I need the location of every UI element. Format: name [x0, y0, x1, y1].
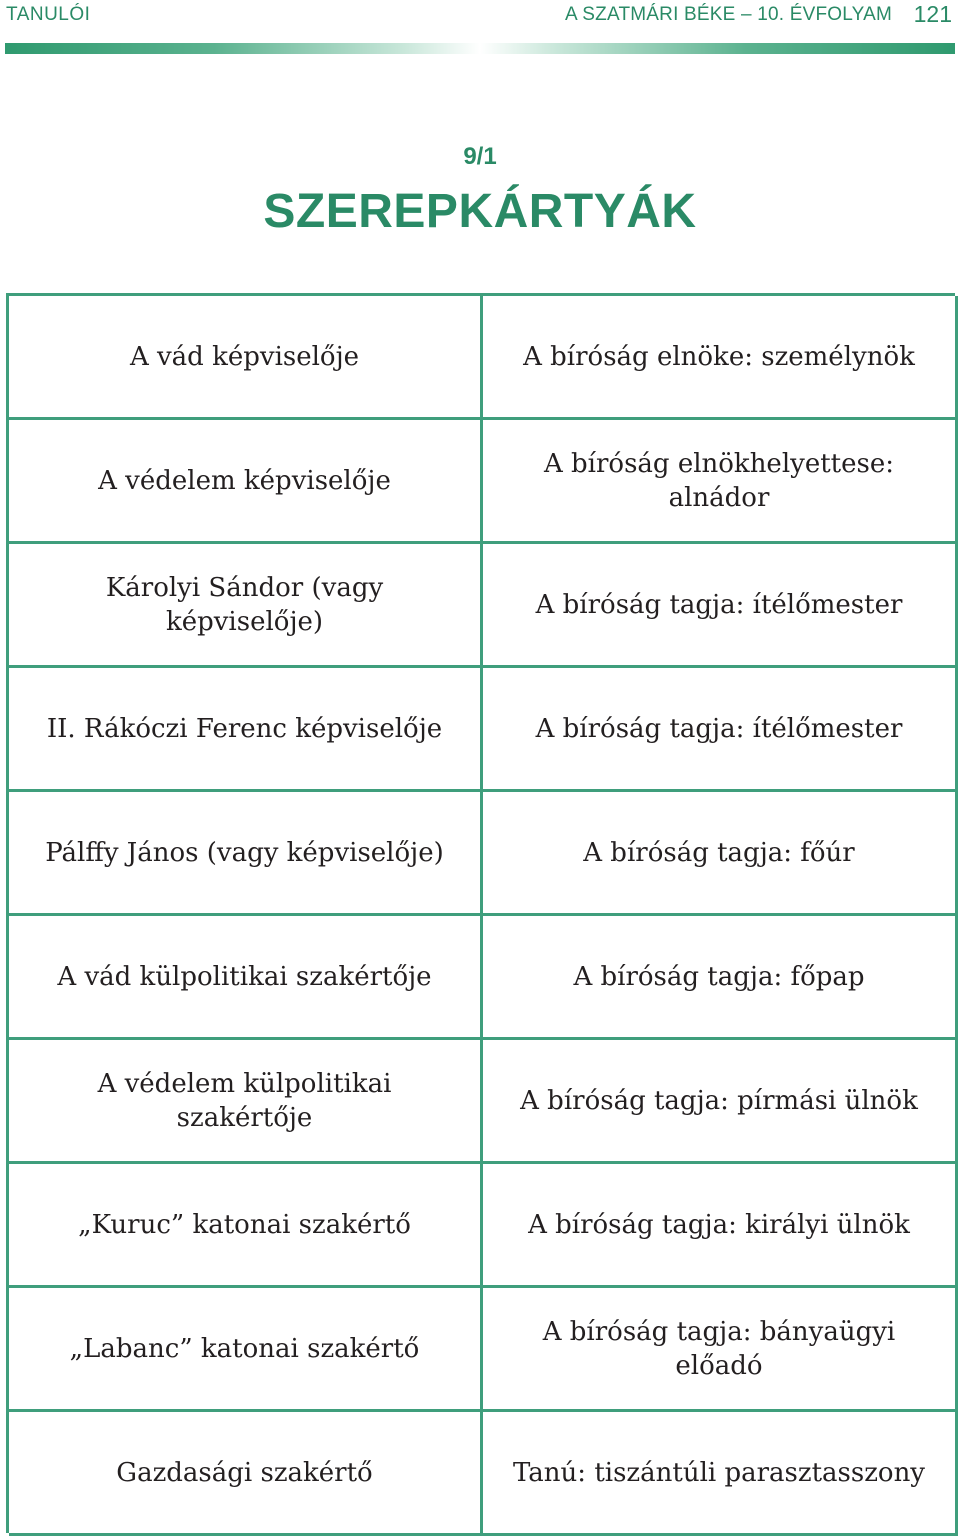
role-card [9, 1040, 483, 1164]
header-divider [5, 43, 955, 54]
role-card [9, 1164, 483, 1288]
role-card-text: Károlyi Sándor (vagy képviselője) [105, 572, 384, 637]
role-card [483, 792, 958, 916]
role-card [9, 1288, 483, 1412]
role-card-text: A bíróság tagja: ítélőmester [535, 589, 903, 620]
role-card [9, 916, 483, 1040]
header-chapter-title: A SZATMÁRI BÉKE – 10. ÉVFOLYAM [565, 4, 892, 25]
role-card [483, 296, 958, 420]
role-card-text: A védelem képviselője [98, 465, 391, 496]
page-title: SZEREPKÁRTYÁK [263, 185, 697, 238]
role-card [483, 1288, 958, 1412]
role-card-text: Pálffy János (vagy képviselője) [45, 837, 444, 868]
role-card-text: „Labanc” katonai szakértő [69, 1333, 420, 1364]
role-card-text: A bíróság elnöke: személynök [523, 341, 915, 372]
role-card-text: A bíróság elnökhelyettese: alnádor [544, 448, 894, 513]
role-card [9, 296, 483, 420]
role-card [9, 668, 483, 792]
role-card-text: A vád képviselője [129, 341, 360, 372]
role-card [9, 792, 483, 916]
role-card [483, 1164, 958, 1288]
role-card-text: A bíróság tagja: királyi ülnök [528, 1209, 910, 1240]
role-card-text: Tanú: tiszántúli parasztasszony [512, 1457, 925, 1488]
role-card-text: A bíróság tagja: főúr [583, 837, 855, 868]
role-card [9, 1412, 483, 1536]
header-section-label: TANULÓI [6, 4, 91, 25]
role-card [483, 544, 958, 668]
role-card-text: „Kuruc” katonai szakértő [78, 1209, 411, 1240]
role-card-text: A bíróság tagja: főpap [573, 961, 865, 992]
role-cards-table [6, 293, 955, 1533]
role-card-text: II. Rákóczi Ferenc képviselője [46, 713, 443, 744]
role-card [9, 420, 483, 544]
role-card [483, 668, 958, 792]
role-card [483, 1040, 958, 1164]
role-card-text: A bíróság tagja: bányaügyi előadó [542, 1316, 896, 1381]
role-card-text: A vád külpolitikai szakértője [57, 961, 432, 992]
page-number: 121 [913, 1, 952, 27]
role-card-text: A bíróság tagja: pírmási ülnök [520, 1085, 918, 1116]
role-card [483, 420, 958, 544]
role-card [9, 544, 483, 668]
role-card [483, 916, 958, 1040]
page-header [0, 0, 960, 30]
role-card-text: A védelem külpolitikai szakértője [97, 1068, 392, 1133]
role-card-text: A bíróság tagja: ítélőmester [535, 713, 903, 744]
role-card [483, 1412, 958, 1536]
role-card-text: Gazdasági szakértő [116, 1457, 373, 1488]
section-number: 9/1 [463, 143, 497, 170]
